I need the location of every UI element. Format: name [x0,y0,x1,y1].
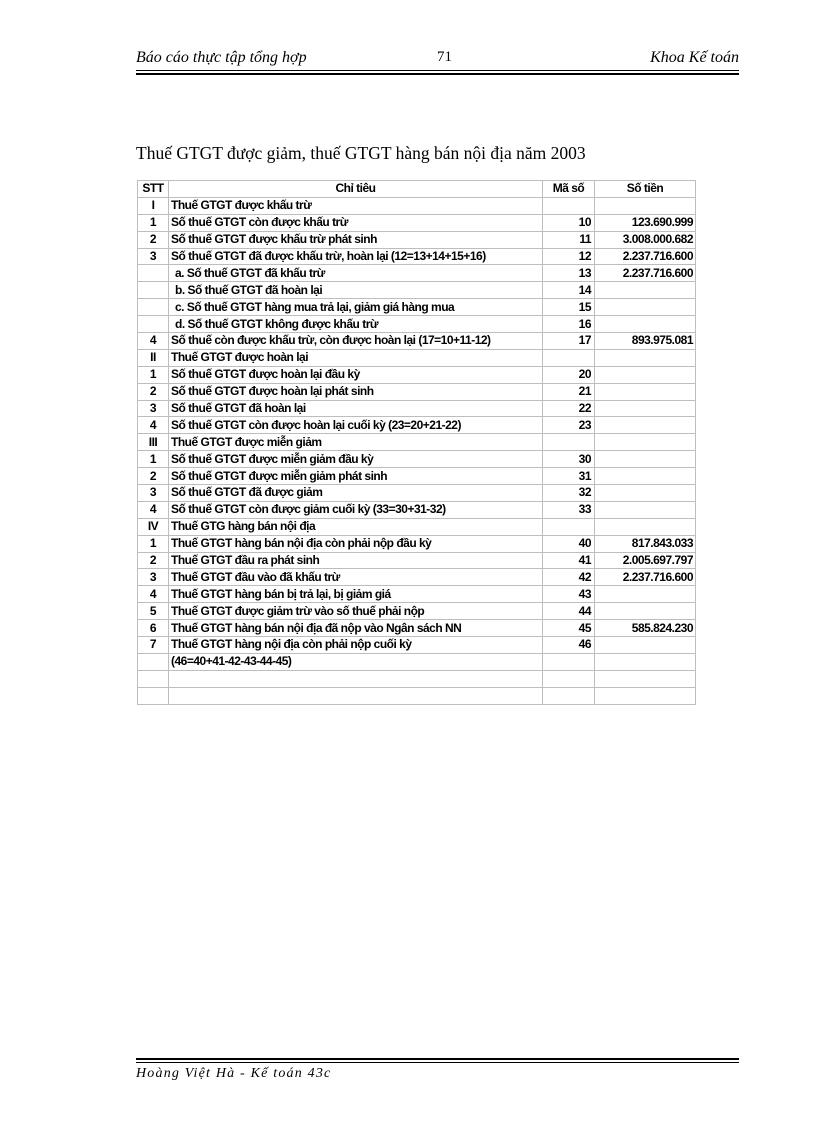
cell-amount: 817.843.033 [595,535,696,552]
table-row [138,400,696,417]
cell-stt: 3 [138,400,169,417]
cell-label: a. Số thuế GTGT đã khấu trừ [169,265,543,282]
cell-stt: 4 [138,501,169,518]
cell-label: Thuế GTGT đầu vào đã khấu trừ [169,569,543,586]
cell-amount [595,366,696,383]
header-amount: Số tiền [595,181,696,198]
cell-label: Thuế GTGT hàng bán bị trả lại, bị giảm giá [169,586,543,603]
table-row [138,687,696,704]
cell-label: Thuế GTGT hàng bán nội địa đã nộp vào Ngân sách NN [169,620,543,637]
table-row [138,366,696,383]
table-row [138,603,696,620]
cell-stt: 2 [138,468,169,485]
cell-stt: 3 [138,248,169,265]
cell-stt: 1 [138,451,169,468]
table-row [138,637,696,654]
cell-stt: 4 [138,333,169,350]
table-row [138,333,696,350]
footer-rule-thin [136,1062,739,1063]
cell-amount [595,670,696,687]
cell-amount [595,603,696,620]
cell-label: Thuế GTGT hàng nội địa còn phải nộp cuối kỳ [169,637,543,654]
cell-amount [595,637,696,654]
header-rule-thick [136,73,739,75]
header-code: Mã số [543,181,595,198]
cell-stt: 5 [138,603,169,620]
cell-stt [138,653,169,670]
cell-stt: II [138,349,169,366]
table-row [138,265,696,282]
cell-stt: 1 [138,366,169,383]
cell-code [543,197,595,214]
tax-table [137,180,696,705]
table-row [138,535,696,552]
cell-code: 41 [543,552,595,569]
cell-label: Thuế GTGT đầu ra phát sinh [169,552,543,569]
table-row [138,586,696,603]
cell-stt: 2 [138,383,169,400]
cell-amount: 2.237.716.600 [595,248,696,265]
cell-label: Thuế GTGT được giảm trừ vào số thuế phải nộp [169,603,543,620]
cell-stt: 1 [138,214,169,231]
cell-label: Thuế GTGT được miễn giảm [169,434,543,451]
cell-label: Số thuế GTGT được hoàn lại phát sinh [169,383,543,400]
header-label: Chỉ tiêu [169,181,543,198]
table-row [138,231,696,248]
cell-label: Số thuế GTGT được hoàn lại đầu kỳ [169,366,543,383]
cell-code: 42 [543,569,595,586]
cell-code: 10 [543,214,595,231]
cell-label: Thuế GTGT hàng bán nội địa còn phải nộp đầu kỳ [169,535,543,552]
table-row [138,282,696,299]
cell-stt: 1 [138,535,169,552]
cell-amount [595,586,696,603]
cell-code: 44 [543,603,595,620]
cell-label: Số thuế GTGT còn được giảm cuối kỳ (33=30+31-32) [169,501,543,518]
cell-code: 32 [543,485,595,502]
cell-amount [595,518,696,535]
cell-label: Số thuế GTGT được khấu trừ phát sinh [169,231,543,248]
cell-label: d. Số thuế GTGT không được khấu trừ [169,316,543,333]
table-body [138,197,696,704]
cell-label: Số thuế GTGT còn được hoàn lại cuối kỳ (23=20+21-22) [169,417,543,434]
cell-amount [595,316,696,333]
cell-stt [138,316,169,333]
cell-amount: 585.824.230 [595,620,696,637]
cell-stt: IV [138,518,169,535]
cell-amount: 3.008.000.682 [595,231,696,248]
table-row [138,248,696,265]
table-row [138,620,696,637]
cell-code: 16 [543,316,595,333]
cell-label: Số thuế GTGT đã hoàn lại [169,400,543,417]
cell-amount [595,468,696,485]
cell-code: 14 [543,282,595,299]
cell-amount [595,653,696,670]
table-row [138,434,696,451]
cell-amount [595,434,696,451]
cell-code [543,653,595,670]
cell-stt [138,687,169,704]
table-header-row [138,181,696,198]
cell-label: Thuế GTGT được khấu trừ [169,197,543,214]
header-rule-thin [136,70,739,71]
cell-code: 17 [543,333,595,350]
table-row [138,670,696,687]
document-title: Thuế GTGT được giảm, thuế GTGT hàng bán nội địa năm 2003 [136,143,586,163]
cell-label: Số thuế GTGT được miễn giảm đầu kỳ [169,451,543,468]
cell-code: 46 [543,637,595,654]
cell-stt: 4 [138,417,169,434]
cell-code: 43 [543,586,595,603]
cell-code [543,349,595,366]
cell-label: c. Số thuế GTGT hàng mua trả lại, giảm giá hàng mua [169,299,543,316]
cell-amount [595,501,696,518]
cell-label: Số thuế GTGT được miễn giảm phát sinh [169,468,543,485]
footer-rule-thick [136,1058,739,1060]
cell-code: 20 [543,366,595,383]
table-row [138,299,696,316]
cell-stt [138,265,169,282]
cell-label: (46=40+41-42-43-44-45) [169,653,543,670]
cell-stt [138,282,169,299]
table-row [138,451,696,468]
cell-label: Số thuế GTGT đã được giảm [169,485,543,502]
cell-amount: 2.237.716.600 [595,265,696,282]
cell-label [169,670,543,687]
cell-amount [595,400,696,417]
page-number: 71 [437,49,452,65]
table-row [138,569,696,586]
cell-amount [595,349,696,366]
page-footer: Hoàng Việt Hà - Kế toán 43c [136,1066,332,1081]
cell-code: 33 [543,501,595,518]
cell-code: 13 [543,265,595,282]
cell-code [543,518,595,535]
cell-code: 21 [543,383,595,400]
cell-amount: 2.005.697.797 [595,552,696,569]
cell-amount [595,417,696,434]
cell-stt: 7 [138,637,169,654]
table-row [138,552,696,569]
page-header [136,49,739,71]
cell-stt: 2 [138,231,169,248]
table-row [138,383,696,400]
cell-code: 45 [543,620,595,637]
cell-code: 12 [543,248,595,265]
cell-amount: 2.237.716.600 [595,569,696,586]
cell-code: 30 [543,451,595,468]
header-report-title: Báo cáo thực tập tổng hợp [136,49,307,66]
cell-amount [595,197,696,214]
cell-label: Số thuế GTGT còn được khấu trừ [169,214,543,231]
cell-label: Thuế GTG hàng bán nội địa [169,518,543,535]
cell-label: Số thuế GTGT đã được khấu trừ, hoàn lại (12=13+14+15+16) [169,248,543,265]
table-row [138,214,696,231]
table-row [138,653,696,670]
cell-code: 15 [543,299,595,316]
cell-code: 11 [543,231,595,248]
table-row [138,197,696,214]
table-row [138,501,696,518]
table-row [138,316,696,333]
cell-stt [138,299,169,316]
table-row [138,468,696,485]
cell-amount: 123.690.999 [595,214,696,231]
header-stt: STT [138,181,169,198]
cell-code [543,687,595,704]
cell-amount [595,451,696,468]
cell-amount [595,299,696,316]
cell-amount: 893.975.081 [595,333,696,350]
table-row [138,485,696,502]
cell-stt: III [138,434,169,451]
cell-label [169,687,543,704]
cell-code [543,434,595,451]
cell-stt: 6 [138,620,169,637]
cell-stt [138,670,169,687]
cell-stt: 3 [138,485,169,502]
cell-label: Số thuế còn được khấu trừ, còn được hoàn lại (17=10+11-12) [169,333,543,350]
cell-amount [595,485,696,502]
table-row [138,518,696,535]
cell-stt: I [138,197,169,214]
cell-amount [595,383,696,400]
cell-amount [595,687,696,704]
cell-stt: 3 [138,569,169,586]
cell-stt: 4 [138,586,169,603]
cell-code: 22 [543,400,595,417]
table-row [138,349,696,366]
table-row [138,417,696,434]
cell-label: Thuế GTGT được hoàn lại [169,349,543,366]
cell-code [543,670,595,687]
cell-amount [595,282,696,299]
header-faculty: Khoa Kế toán [650,49,739,66]
cell-label: b. Số thuế GTGT đã hoàn lại [169,282,543,299]
cell-code: 31 [543,468,595,485]
cell-code: 40 [543,535,595,552]
cell-stt: 2 [138,552,169,569]
cell-code: 23 [543,417,595,434]
